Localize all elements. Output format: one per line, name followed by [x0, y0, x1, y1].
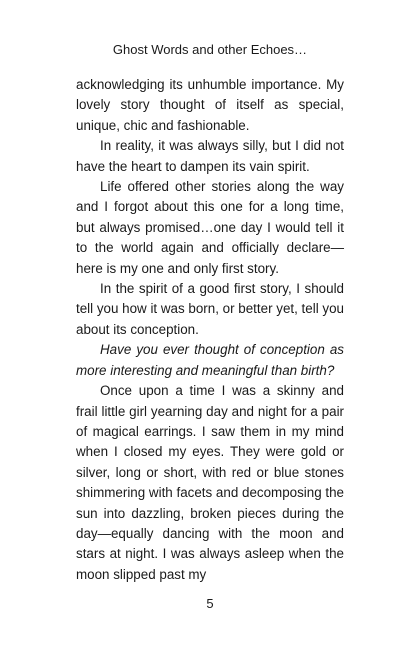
paragraph: In the spirit of a good first story, I should tell you how it was born, or better yet, tell you about its conception. — [76, 281, 344, 337]
running-head: Ghost Words and other Echoes… — [112, 42, 308, 57]
paragraph: Life offered other stories along the way and I forgot about this one for a long time, but always promised…one day I would tell it to the world again and officially declare—here is my one and only first story. — [76, 179, 344, 276]
paragraph: Once upon a time I was a skinny and frail little girl yearning day and night for a pair of magical earrings. I saw them in my mind when I closed my eyes. They were gold or silver, long or short, with red or blue stones shimmering with facets and decomposing the sun into dazzling, broken pieces during the day—equally dancing with the moon and stars at night. I was always asleep when the moon slipped past my — [76, 383, 344, 582]
paragraph-continued: acknowledging its unhumble importance. My lovely story thought of itself as special, unique, chic and fashionable. — [76, 77, 344, 133]
paragraph: In reality, it was always silly, but I did not have the heart to dampen its vain spirit. — [76, 138, 344, 174]
page-body — [76, 75, 344, 585]
page-number: 5 — [206, 596, 214, 611]
paragraph-italic-question: Have you ever thought of conception as more interesting and meaningful than birth? — [76, 342, 344, 378]
